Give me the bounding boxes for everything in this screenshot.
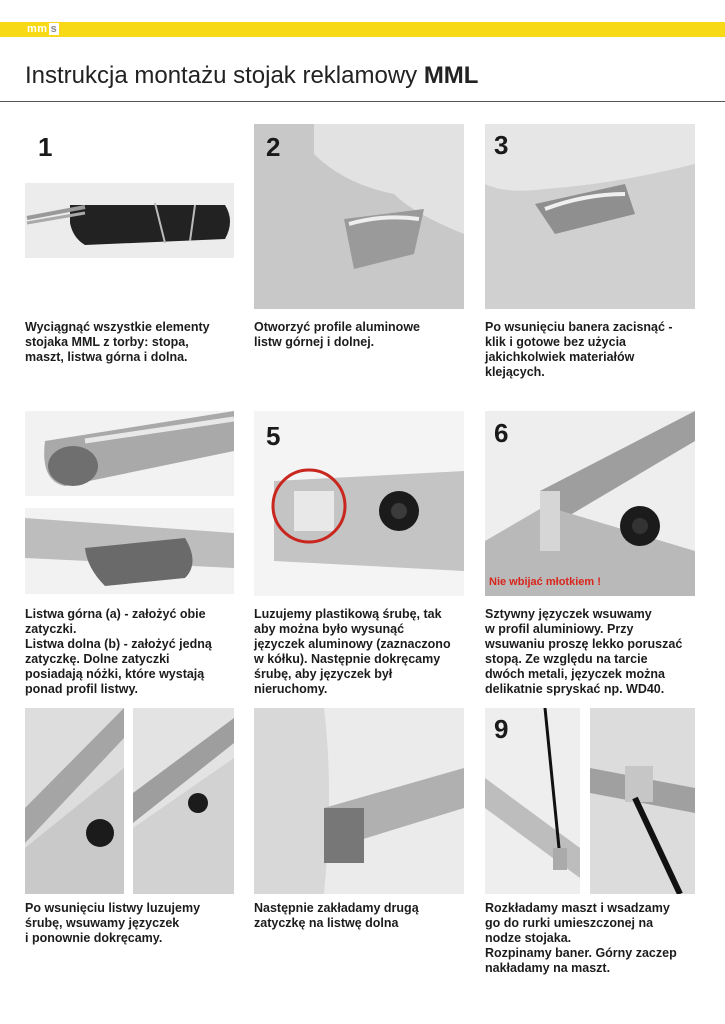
step-4-caption: Listwa górna (a) - założyć obie zatyczki. Listwa dolna (b) - założyć jedną zatyczkę. Dolne zatyczki posiadają nóżki, które wystają ponad profil listwy. xyxy=(25,607,212,696)
step-6-caption: Sztywny języczek wsuwamy w profil aluminiowy. Przy wsuwaniu proszę lekko poruszać stopą. Ze względu na tarcie dwóch metali, języczek można delikatnie spryskać np. WD40. xyxy=(485,607,683,696)
step-5-caption: Luzujemy plastikową śrubę, tak aby można było wysunąć języczek aluminowy (zaznaczono w kółku). Następnie dokręcamy śrubę, aby języczek był nieruchomy. xyxy=(254,607,451,696)
step-5-number: 5 xyxy=(266,421,281,451)
brand-logo xyxy=(27,23,59,36)
step-5-photo xyxy=(254,411,464,596)
step-8-caption: Następnie zakładamy drugą zatyczkę na listwę dolna xyxy=(254,901,419,930)
logo-text-left: mm xyxy=(27,23,48,35)
step-7b-photo xyxy=(133,708,234,894)
warning-label: Nie wbijać młotkiem ! xyxy=(489,576,601,588)
step-9-caption: Rozkładamy maszt i wsadzamy go do rurki umieszczonej na nodze stojaka. Rozpinamy baner. Górny zaczep nakładamy na maszt. xyxy=(485,901,677,975)
step-4a-photo xyxy=(25,411,234,496)
step-1-number: 1 xyxy=(38,132,53,162)
step-7-caption: Po wsunięciu listwy luzujemy śrubę, wsuwamy języczek i ponownie dokręcamy. xyxy=(25,901,201,945)
step-9b-photo xyxy=(590,708,695,894)
step-6-photo xyxy=(485,411,695,596)
step-2-caption: Otworzyć profile aluminowe listw górnej i dolnej. xyxy=(254,320,420,349)
top-accent-bar xyxy=(0,22,725,37)
step-6-number: 6 xyxy=(494,418,509,448)
step-3-number: 3 xyxy=(494,130,509,160)
step-3-photo xyxy=(485,124,695,309)
step-9-number: 9 xyxy=(494,714,509,744)
step-2-number: 2 xyxy=(266,132,281,162)
title-divider xyxy=(0,101,725,102)
step-3-caption: Po wsunięciu banera zacisnąć - klik i gotowe bez użycia jakichkolwiek materiałów klejących. xyxy=(485,320,673,379)
step-1-photo xyxy=(25,183,234,258)
step-4b-photo xyxy=(25,508,234,594)
logo-text-right: s xyxy=(50,23,58,35)
page-title xyxy=(25,62,478,90)
title-regular: Instrukcja montażu stojak reklamowy xyxy=(25,62,424,89)
step-1-caption: Wyciągnąć wszystkie elementy stojaka MML z torby: stopa, maszt, listwa górna i dolna. xyxy=(25,320,210,364)
step-2-photo xyxy=(254,124,464,309)
title-bold: MML xyxy=(423,62,479,89)
step-8-photo xyxy=(254,708,464,894)
step-7a-photo xyxy=(25,708,124,894)
